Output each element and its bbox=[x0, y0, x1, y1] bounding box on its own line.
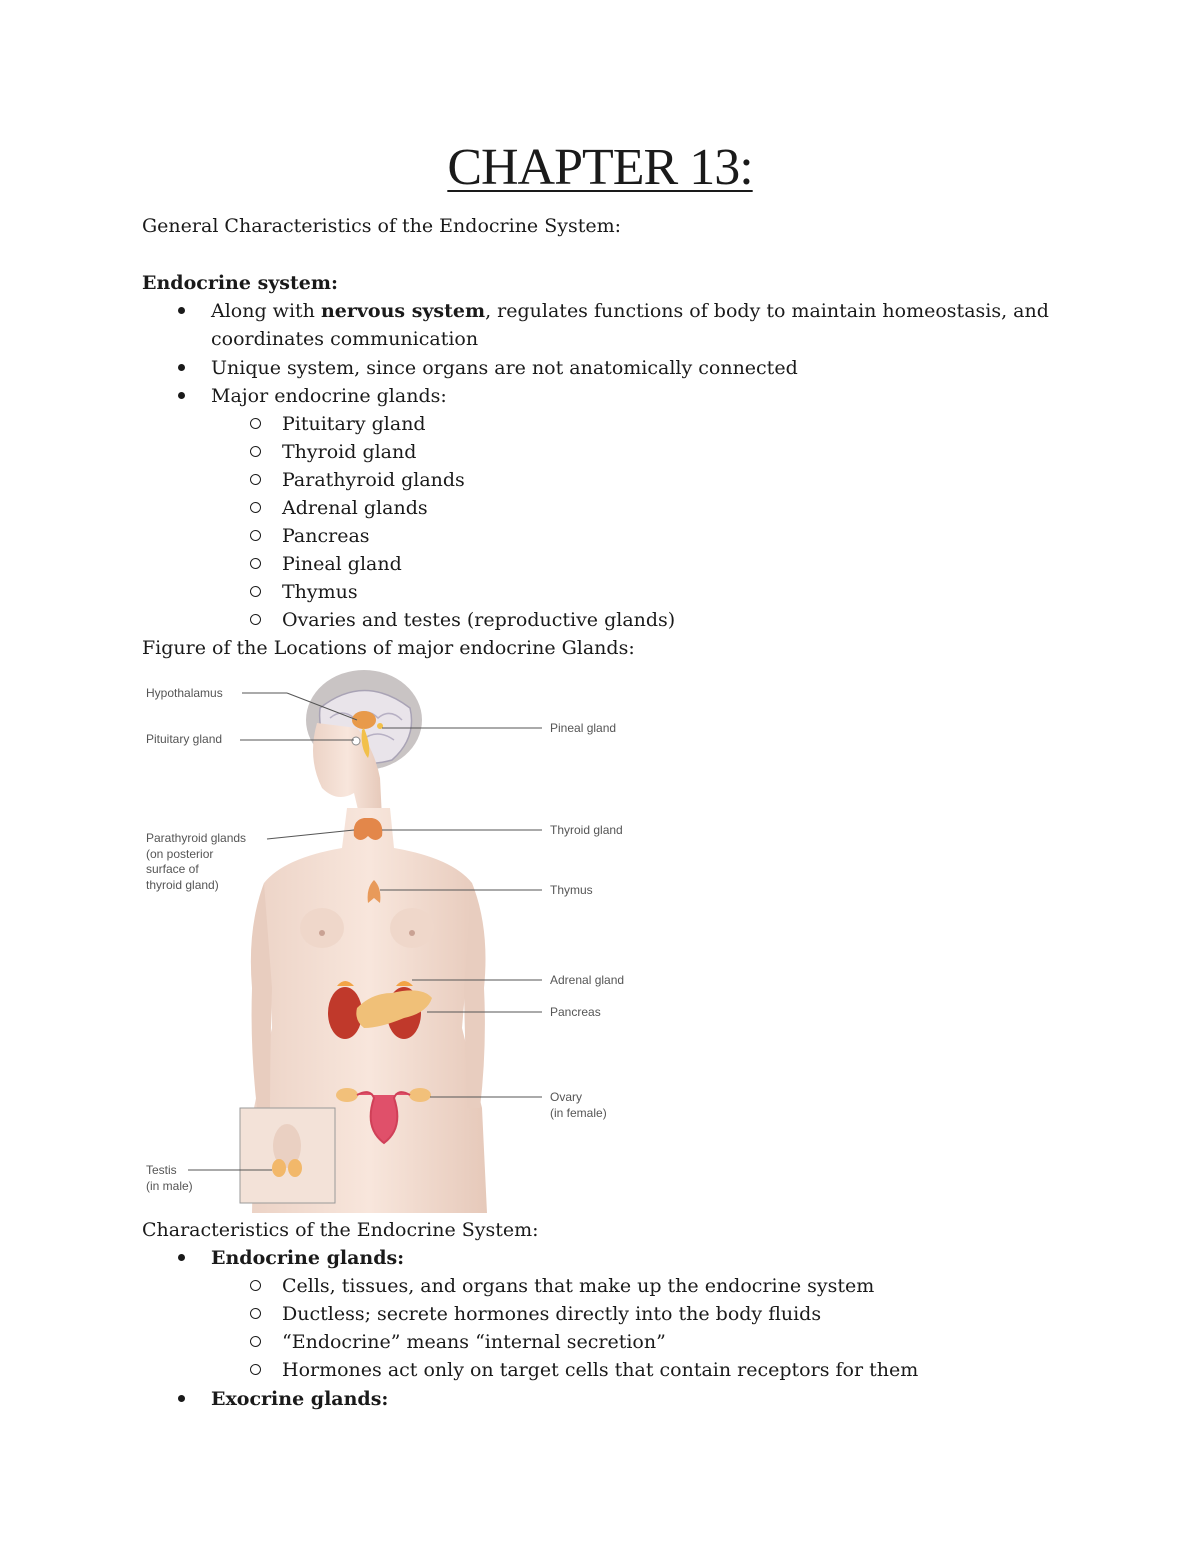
label-parathyroid-note: surface of bbox=[146, 862, 199, 876]
circle-bullet-icon bbox=[250, 418, 261, 429]
page-title: CHAPTER 13: bbox=[447, 139, 753, 196]
gland-item: Ovaries and testes (reproductive glands) bbox=[282, 609, 676, 631]
label-parathyroid-note: (on posterior bbox=[146, 847, 214, 861]
general-heading: General Characteristics of the Endocrine System: bbox=[142, 215, 622, 237]
circle-bullet-icon bbox=[250, 474, 261, 485]
circle-bullet-icon bbox=[250, 502, 261, 513]
circle-bullet-icon bbox=[250, 1336, 261, 1347]
characteristic-item: Ductless; secrete hormones directly into the body fluids bbox=[282, 1303, 822, 1325]
gland-item: Pineal gland bbox=[282, 553, 402, 575]
circle-bullet-icon bbox=[250, 1308, 261, 1319]
bullet-nervous-system-cont: coordinates communication bbox=[211, 328, 479, 350]
endocrine-glands-figure bbox=[142, 668, 652, 1213]
bullet-icon bbox=[178, 364, 185, 371]
label-ovary-note: (in female) bbox=[550, 1106, 607, 1120]
bullet-icon bbox=[178, 392, 185, 399]
label-testis: Testis bbox=[146, 1163, 177, 1177]
bullet-icon bbox=[178, 307, 185, 314]
label-parathyroid: Parathyroid glands bbox=[146, 831, 247, 845]
bullet-icon bbox=[178, 1254, 185, 1261]
characteristics-heading: Characteristics of the Endocrine System: bbox=[142, 1219, 539, 1241]
bullet-major-glands: Major endocrine glands: bbox=[211, 385, 447, 407]
bullet-unique-system: Unique system, since organs are not anatomically connected bbox=[211, 357, 798, 379]
circle-bullet-icon bbox=[250, 558, 261, 569]
label-pancreas: Pancreas bbox=[550, 1005, 601, 1019]
circle-bullet-icon bbox=[250, 530, 261, 541]
label-pineal: Pineal gland bbox=[550, 721, 617, 735]
circle-bullet-icon bbox=[250, 586, 261, 597]
figure-caption: Figure of the Locations of major endocrine Glands: bbox=[142, 637, 635, 659]
exocrine-glands-heading: Exocrine glands: bbox=[211, 1388, 389, 1410]
label-adrenal: Adrenal gland bbox=[550, 973, 625, 987]
gland-item: Pancreas bbox=[282, 525, 370, 547]
gland-item: Pituitary gland bbox=[282, 413, 426, 435]
label-hypothalamus: Hypothalamus bbox=[146, 686, 223, 700]
testis-icon bbox=[272, 1159, 286, 1177]
bullet-icon bbox=[178, 1395, 185, 1402]
bullet-nervous-system: Along with nervous system, regulates functions of body to maintain homeostasis, and bbox=[211, 300, 1049, 322]
gland-item: Parathyroid glands bbox=[282, 469, 465, 491]
label-parathyroid-note: thyroid gland) bbox=[146, 878, 219, 892]
circle-bullet-icon bbox=[250, 614, 261, 625]
circle-bullet-icon bbox=[250, 1364, 261, 1375]
endocrine-system-heading: Endocrine system: bbox=[142, 272, 338, 294]
gland-item: Thyroid gland bbox=[282, 441, 417, 463]
gland-item: Adrenal glands bbox=[282, 497, 428, 519]
gland-item: Thymus bbox=[282, 581, 358, 603]
circle-bullet-icon bbox=[250, 446, 261, 457]
label-thymus: Thymus bbox=[550, 883, 593, 897]
characteristic-item: Hormones act only on target cells that contain receptors for them bbox=[282, 1359, 919, 1381]
endocrine-glands-heading: Endocrine glands: bbox=[211, 1247, 405, 1269]
label-testis-note: (in male) bbox=[146, 1179, 193, 1193]
ovary-icon bbox=[409, 1088, 431, 1102]
hypothalamus-icon bbox=[352, 711, 376, 729]
circle-bullet-icon bbox=[250, 1280, 261, 1291]
label-ovary: Ovary bbox=[550, 1090, 583, 1104]
characteristic-item: Cells, tissues, and organs that make up the endocrine system bbox=[282, 1275, 875, 1297]
ovary-icon bbox=[336, 1088, 358, 1102]
label-pituitary: Pituitary gland bbox=[146, 732, 223, 746]
testis-icon bbox=[288, 1159, 302, 1177]
characteristic-item: “Endocrine” means “internal secretion” bbox=[282, 1331, 666, 1353]
label-thyroid: Thyroid gland bbox=[550, 823, 623, 837]
